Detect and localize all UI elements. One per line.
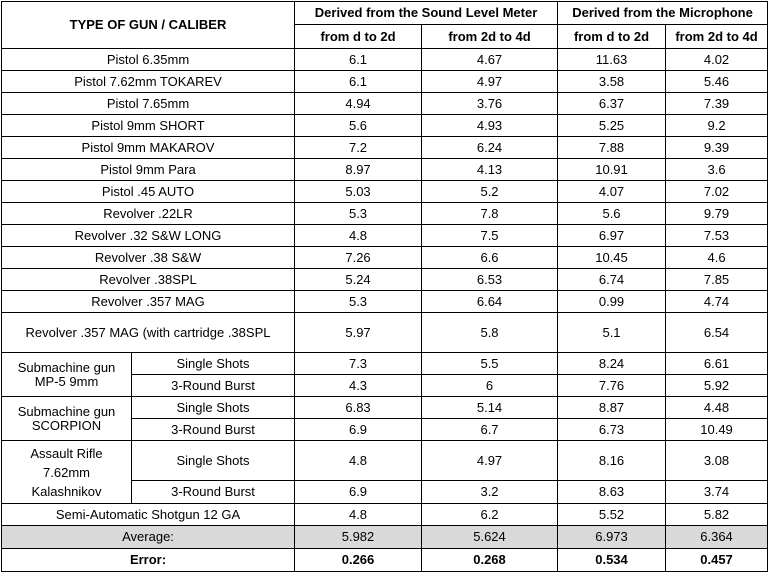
value-cell: 5.6 [295,115,422,137]
average-value: 6.364 [666,526,768,549]
table-row [2,93,768,115]
group-label [2,397,132,441]
value-cell: 4.02 [666,49,768,71]
average-value: 6.973 [558,526,666,549]
gun-caliber-table [1,1,768,572]
group-label-line: Submachine gun [17,359,116,375]
fire-mode: 3-Round Burst [132,419,295,441]
error-label: Error: [2,549,295,572]
average-value: 5.624 [422,526,558,549]
value-cell: 4.8 [295,225,422,247]
gun-label: Pistol 7.62mm TOKAREV [2,71,295,93]
value-cell: 4.8 [295,441,422,481]
gun-label: Pistol 7.65mm [2,93,295,115]
value-cell: 7.8 [422,203,558,225]
gun-label: Revolver .38SPL [2,269,295,291]
microphone-header: Derived from the Microphone [558,2,768,25]
value-cell: 3.6 [666,159,768,181]
value-cell: 5.92 [666,375,768,397]
value-cell: 5.97 [295,313,422,353]
value-cell: 8.16 [558,441,666,481]
value-cell: 10.91 [558,159,666,181]
table-row [2,71,768,93]
value-cell: 7.76 [558,375,666,397]
value-cell: 5.1 [558,313,666,353]
value-cell: 3.2 [422,481,558,504]
table-row [2,247,768,269]
value-cell: 3.74 [666,481,768,504]
value-cell: 3.08 [666,441,768,481]
value-cell: 7.26 [295,247,422,269]
table-row [2,291,768,313]
gun-label: Revolver .22LR [2,203,295,225]
table-row [2,353,768,375]
value-cell: 6.64 [422,291,558,313]
gun-label: Pistol 9mm SHORT [2,115,295,137]
error-value: 0.266 [295,549,422,572]
value-cell: 4.6 [666,247,768,269]
value-cell: 5.52 [558,504,666,526]
table-row [2,137,768,159]
table-row [2,49,768,71]
gun-label: Revolver .32 S&W LONG [2,225,295,247]
value-cell: 5.46 [666,71,768,93]
value-cell: 7.2 [295,137,422,159]
value-cell: 6.2 [422,504,558,526]
value-cell: 5.5 [422,353,558,375]
value-cell: 7.88 [558,137,666,159]
value-cell: 7.02 [666,181,768,203]
value-cell: 6.83 [295,397,422,419]
error-value: 0.268 [422,549,558,572]
group-label-line: 7.62mm [43,464,90,480]
group-label-line: Kalashnikov [31,483,102,499]
table-row [2,115,768,137]
slm-d-to-2d-header: from d to 2d [295,25,422,49]
table-row [2,159,768,181]
average-row [2,526,768,549]
value-cell: 6.97 [558,225,666,247]
value-cell: 6.9 [295,419,422,441]
gun-label: Pistol 9mm MAKAROV [2,137,295,159]
value-cell: 6.74 [558,269,666,291]
value-cell: 5.6 [558,203,666,225]
value-cell: 6.37 [558,93,666,115]
group-label-line: Assault Rifle [30,445,103,461]
fire-mode: Single Shots [132,353,295,375]
value-cell: 6.6 [422,247,558,269]
value-cell: 10.45 [558,247,666,269]
value-cell: 6.73 [558,419,666,441]
value-cell: 6.1 [295,71,422,93]
group-label [2,353,132,397]
gun-label: Semi-Automatic Shotgun 12 GA [2,504,295,526]
average-label: Average: [2,526,295,549]
value-cell: 3.58 [558,71,666,93]
table-row [2,441,768,481]
value-cell: 7.85 [666,269,768,291]
fire-mode: 3-Round Burst [132,375,295,397]
value-cell: 4.74 [666,291,768,313]
value-cell: 8.87 [558,397,666,419]
gun-label: Revolver .357 MAG (with cartridge .38SPL [2,313,295,353]
value-cell: 3.76 [422,93,558,115]
mic-d-to-2d-header: from d to 2d [558,25,666,49]
value-cell: 6.7 [422,419,558,441]
table-row [2,504,768,526]
value-cell: 6.24 [422,137,558,159]
value-cell: 6.9 [295,481,422,504]
group-label-line: MP-5 9mm [34,373,99,389]
value-cell: 6.54 [666,313,768,353]
group-label-line: Submachine gun [17,403,116,419]
error-row [2,549,768,572]
value-cell: 5.82 [666,504,768,526]
table-row [2,397,768,419]
value-cell: 5.25 [558,115,666,137]
value-cell: 9.79 [666,203,768,225]
fire-mode: Single Shots [132,441,295,481]
value-cell: 5.3 [295,291,422,313]
value-cell: 7.39 [666,93,768,115]
value-cell: 4.97 [422,71,558,93]
gun-label: Revolver .38 S&W [2,247,295,269]
value-cell: 4.97 [422,441,558,481]
value-cell: 4.67 [422,49,558,71]
error-value: 0.534 [558,549,666,572]
value-cell: 0.99 [558,291,666,313]
value-cell: 6.1 [295,49,422,71]
average-value: 5.982 [295,526,422,549]
value-cell: 9.39 [666,137,768,159]
value-cell: 5.2 [422,181,558,203]
value-cell: 7.3 [295,353,422,375]
value-cell: 6 [422,375,558,397]
value-cell: 5.14 [422,397,558,419]
value-cell: 6.53 [422,269,558,291]
value-cell: 4.3 [295,375,422,397]
value-cell: 10.49 [666,419,768,441]
value-cell: 6.61 [666,353,768,375]
value-cell: 9.2 [666,115,768,137]
value-cell: 5.03 [295,181,422,203]
value-cell: 5.24 [295,269,422,291]
mic-2d-to-4d-header: from 2d to 4d [666,25,768,49]
value-cell: 4.8 [295,504,422,526]
gun-label: Revolver .357 MAG [2,291,295,313]
type-gun-caliber-header: TYPE OF GUN / CALIBER [2,2,295,49]
value-cell: 7.53 [666,225,768,247]
value-cell: 7.5 [422,225,558,247]
value-cell: 4.13 [422,159,558,181]
value-cell: 5.8 [422,313,558,353]
table-row [2,269,768,291]
sound-level-meter-header: Derived from the Sound Level Meter [295,2,558,25]
value-cell: 8.63 [558,481,666,504]
gun-label: Pistol 9mm Para [2,159,295,181]
table-row [2,225,768,247]
slm-2d-to-4d-header: from 2d to 4d [422,25,558,49]
group-label-line: SCORPION [31,417,102,433]
value-cell: 4.93 [422,115,558,137]
table-row [2,313,768,353]
gun-label: Pistol 6.35mm [2,49,295,71]
value-cell: 4.48 [666,397,768,419]
error-value: 0.457 [666,549,768,572]
table-row [2,203,768,225]
group-label [2,441,132,504]
gun-label: Pistol .45 AUTO [2,181,295,203]
value-cell: 8.24 [558,353,666,375]
value-cell: 5.3 [295,203,422,225]
value-cell: 4.94 [295,93,422,115]
value-cell: 8.97 [295,159,422,181]
table-row [2,181,768,203]
fire-mode: 3-Round Burst [132,481,295,504]
value-cell: 11.63 [558,49,666,71]
value-cell: 4.07 [558,181,666,203]
fire-mode: Single Shots [132,397,295,419]
